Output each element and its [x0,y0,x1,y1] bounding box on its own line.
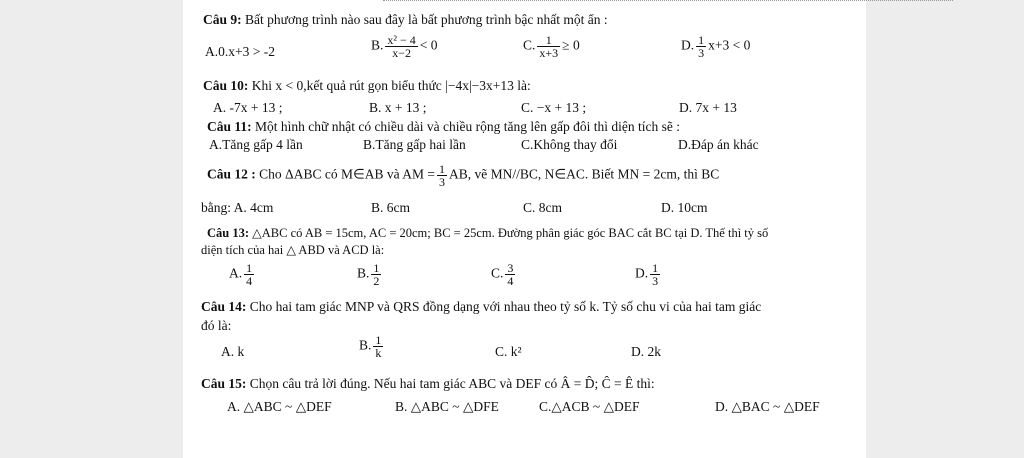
q12-fraction [437,163,447,188]
q15-option-d: D. △BAC ~ △DEF [715,399,820,414]
q9-d-denominator: 3 [698,46,705,60]
left-margin [0,0,183,458]
q13-c-prefix: C. [491,265,504,281]
q9-d-fraction [696,34,706,59]
q9-option-d [681,34,750,59]
question-13-text: △ABC có AB = 15cm, AC = 20cm; BC = 25cm. Đường phân giác góc BAC cắt BC tại D. Thế thì tỷ số [252,226,769,240]
right-margin [866,0,1024,458]
q13-b-numerator: 1 [373,261,380,275]
q9-option-b [371,34,438,59]
q12-option-a: bằng: A. 4cm [201,200,274,215]
q13-b-denominator: 2 [373,274,380,288]
q15-option-b: B. △ABC ~ △DFE [395,399,499,414]
q13-a-numerator: 1 [246,261,253,275]
q14-b-fraction [373,334,383,359]
q9-b-tail: < 0 [419,37,438,53]
q10-option-c: C. −x + 13 ; [521,100,587,115]
q9-c-fraction [537,34,560,59]
q13-d-prefix: D. [635,265,649,281]
q9-c-tail: ≥ 0 [562,37,580,53]
q14-option-c: C. k² [495,344,522,359]
question-14 [201,299,761,315]
q9-option-a: A.0.x+3 > -2 [205,44,275,59]
q12-option-c: C. 8cm [523,200,562,215]
q9-c-prefix: C. [523,37,536,53]
q13-c-denominator: 4 [507,274,514,288]
q9-b-numerator: x² − 4 [387,33,416,47]
question-14-text2: đó là: [201,318,232,333]
q14-b-denominator: k [375,346,382,360]
q11-option-d: D.Đáp án khác [678,137,759,152]
question-9-label: Câu 9: [203,12,242,27]
q9-b-prefix: B. [371,37,384,53]
q11-option-c: C.Không thay đổi [521,137,618,152]
q12-option-d: D. 10cm [661,200,708,215]
question-12-text-before: Cho ΔABC có M∈AB và AM = [259,166,435,182]
q13-b-fraction [371,262,381,287]
q13-option-a [229,262,256,287]
q13-d-fraction [650,262,660,287]
question-15-label: Câu 15: [201,376,247,391]
q11-option-a: A.Tăng gấp 4 lần [209,137,303,152]
q13-option-b [357,262,383,287]
cropped-top-line [383,0,953,3]
document-page [183,0,866,458]
question-12 [207,163,719,188]
q9-c-numerator: 1 [537,34,560,47]
q9-option-c [523,34,580,59]
q14-option-b [359,334,385,359]
question-11-label: Câu 11: [207,119,252,134]
q9-d-prefix: D. [681,37,695,53]
question-15-text: Chọn câu trả lời đúng. Nếu hai tam giác ABC và DEF có Â = D̂; Ĉ = Ê thì: [249,376,655,391]
q13-option-c [491,262,517,287]
question-9 [203,12,608,28]
question-12-label: Câu 12 : [207,166,256,182]
q9-c-denominator: x+3 [539,46,559,60]
q12-option-b: B. 6cm [371,200,410,215]
q9-b-fraction [385,34,417,59]
q13-option-d [635,262,662,287]
question-10 [203,78,531,94]
q14-option-d: D. 2k [631,344,661,359]
q13-c-numerator: 3 [507,261,514,275]
q14-b-numerator: 1 [375,333,382,347]
q12-denominator: 3 [438,175,445,189]
q13-b-prefix: B. [357,265,370,281]
q13-d-numerator: 1 [652,261,659,275]
question-12-text-after: AB, vẽ MN//BC, N∈AC. Biết MN = 2cm, thì BC [448,166,720,182]
q13-d-denominator: 3 [652,274,659,288]
question-15 [201,376,655,392]
q9-d-numerator: 1 [698,33,705,47]
q13-a-denominator: 4 [246,274,253,288]
question-13 [207,225,768,241]
question-11-text: Một hình chữ nhật có chiều dài và chiều rộng tăng lên gấp đôi thì diện tích sẽ : [255,119,680,134]
question-14-label: Câu 14: [201,299,247,314]
q15-option-a: A. △ABC ~ △DEF [227,399,332,414]
q13-a-fraction [244,262,254,287]
q14-b-prefix: B. [359,337,372,353]
q11-option-b: B.Tăng gấp hai lần [363,137,466,152]
question-10-text: Khi x < 0,kết quả rút gọn biểu thức |−4x|−3x+13 là: [251,78,531,93]
q15-option-c: C.△ACB ~ △DEF [539,399,640,414]
q10-option-d: D. 7x + 13 [679,100,737,115]
question-11 [207,119,680,135]
q13-a-prefix: A. [229,265,243,281]
question-9-text: Bất phương trình nào sau đây là bất phương trình bậc nhất một ẩn : [245,12,608,27]
q10-option-b: B. x + 13 ; [369,100,427,115]
q10-option-a: A. -7x + 13 ; [213,100,283,115]
question-13-label: Câu 13: [207,226,250,240]
question-13-text2: diện tích của hai △ ABD và ACD là: [201,243,385,257]
q14-option-a: A. k [221,344,245,359]
q12-numerator: 1 [438,162,445,176]
q13-c-fraction [505,262,515,287]
question-14-text: Cho hai tam giác MNP và QRS đồng dạng với nhau theo tỷ số k. Tỷ số chu vi của hai tam giác [249,299,762,314]
question-10-label: Câu 10: [203,78,249,93]
q9-d-tail: x+3 < 0 [708,37,751,53]
q9-b-denominator: x−2 [392,46,411,60]
